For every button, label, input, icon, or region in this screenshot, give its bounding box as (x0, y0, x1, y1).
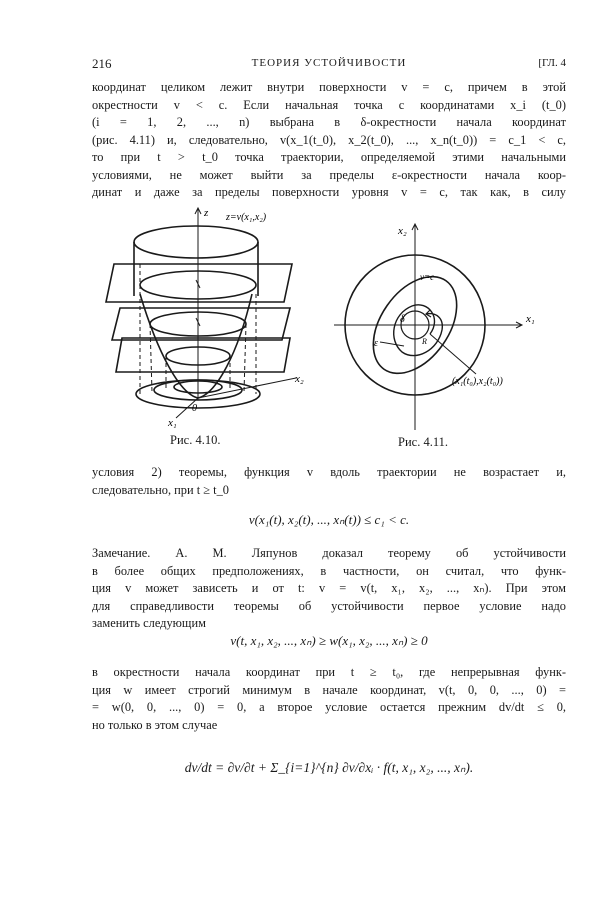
axis-label-z: z (204, 207, 209, 219)
origin-label: 0 (192, 403, 197, 414)
axis-label-x1: x₁ (168, 417, 177, 428)
surface-label: z=v(x₁,x₂) (226, 212, 267, 223)
text-line: окрестности v < c. Если начальная точка с координатами x_i (t_0) (92, 97, 566, 112)
formula-2: v(t, x₁, x₂, ..., xₙ) ≥ w(x₁, x₂, ..., xₙ) ≥ 0 (230, 633, 428, 648)
figure-4-10-caption: Рис. 4.10. (170, 433, 221, 447)
text-line: ция w имеет строгий минимум в начале координат, v(t, 0, 0, ..., 0) = (92, 682, 566, 697)
text-line: координат целиком лежит внутри поверхности v = c, причем в этой (92, 80, 566, 94)
text-line: условия 2) теоремы, функция v вдоль траектории не возрастает и, (92, 465, 566, 479)
text-line: Замечание. А. М. Ляпунов доказал теорему об устойчивости (92, 546, 566, 560)
running-title: ТЕОРИЯ УСТОЙЧИВОСТИ (251, 57, 407, 69)
axis-label-x1: x₁ (526, 313, 535, 325)
text-line: в более общих предположениях, в частности, он считал, что функ- (92, 563, 566, 578)
text-line: заменить следующим (92, 616, 206, 630)
axis-label-x2: x₂ (398, 225, 407, 237)
formula-1: v(x₁(t), x₂(t), ..., xₙ(t)) ≤ c₁ < c. (248, 512, 410, 527)
paragraph-4 (92, 664, 566, 734)
initial-point-label: (x₁(t₀),x₂(t₀)) (452, 376, 503, 387)
paragraph-2 (92, 464, 566, 499)
text-line: но только в этом случае (92, 717, 218, 732)
level-label: v=c (420, 272, 435, 282)
text-line: (рис. 4.11) и, следовательно, v(x_1(t_0), x_2(t_0), ..., x_n(t_0)) = c_1 < c, (92, 132, 566, 147)
text-line: в окрестности начала координат при t ≥ t₀, где непрерывная функ- (92, 665, 566, 679)
text-line: (i = 1, 2, ..., n) выбрана в δ-окрестности начала координат (92, 115, 566, 129)
text-line: динат и даже за пределы поверхности уровня v = c, так как, в силу (92, 185, 566, 199)
formula-3: dv/dt = ∂v/∂t + Σ_{i=1}^{n} ∂v/∂xᵢ · f(t, x₁, x₂, ..., xₙ). (184, 760, 474, 775)
figure-4-10 (100, 204, 310, 428)
page-header (92, 56, 566, 74)
text-line: ция v может зависеть и от t: v = v(t, x₁, x₂, ..., xₙ). При этом (92, 581, 566, 595)
epsilon-label: ε (374, 338, 378, 349)
axis-label-x2: x₂ (295, 373, 304, 385)
paragraph-1 (92, 79, 566, 202)
delta-label: δ (400, 314, 405, 325)
figure-4-11-caption: Рис. 4.11. (398, 435, 448, 449)
figure-4-11 (330, 222, 560, 434)
text-line: то при t > t_0 точка траектории, определяемой этими начальными (92, 150, 566, 164)
text-line: условиями, не может выйти за пределы ε-окрестности начала коор- (92, 167, 566, 182)
paragraph-3 (92, 545, 566, 633)
text-line: для справедливости теоремы об устойчивости первое условие надо (92, 598, 566, 613)
text-line: = w(0, 0, ..., 0) = 0, а второе условие остается прежним dv/dt ≤ 0, (92, 700, 566, 714)
page-number: 216 (92, 56, 112, 71)
text-line: следовательно, при t ≥ t_0 (92, 482, 229, 497)
r-label: R (422, 337, 427, 346)
chapter-label: [ГЛ. 4 (538, 57, 566, 69)
